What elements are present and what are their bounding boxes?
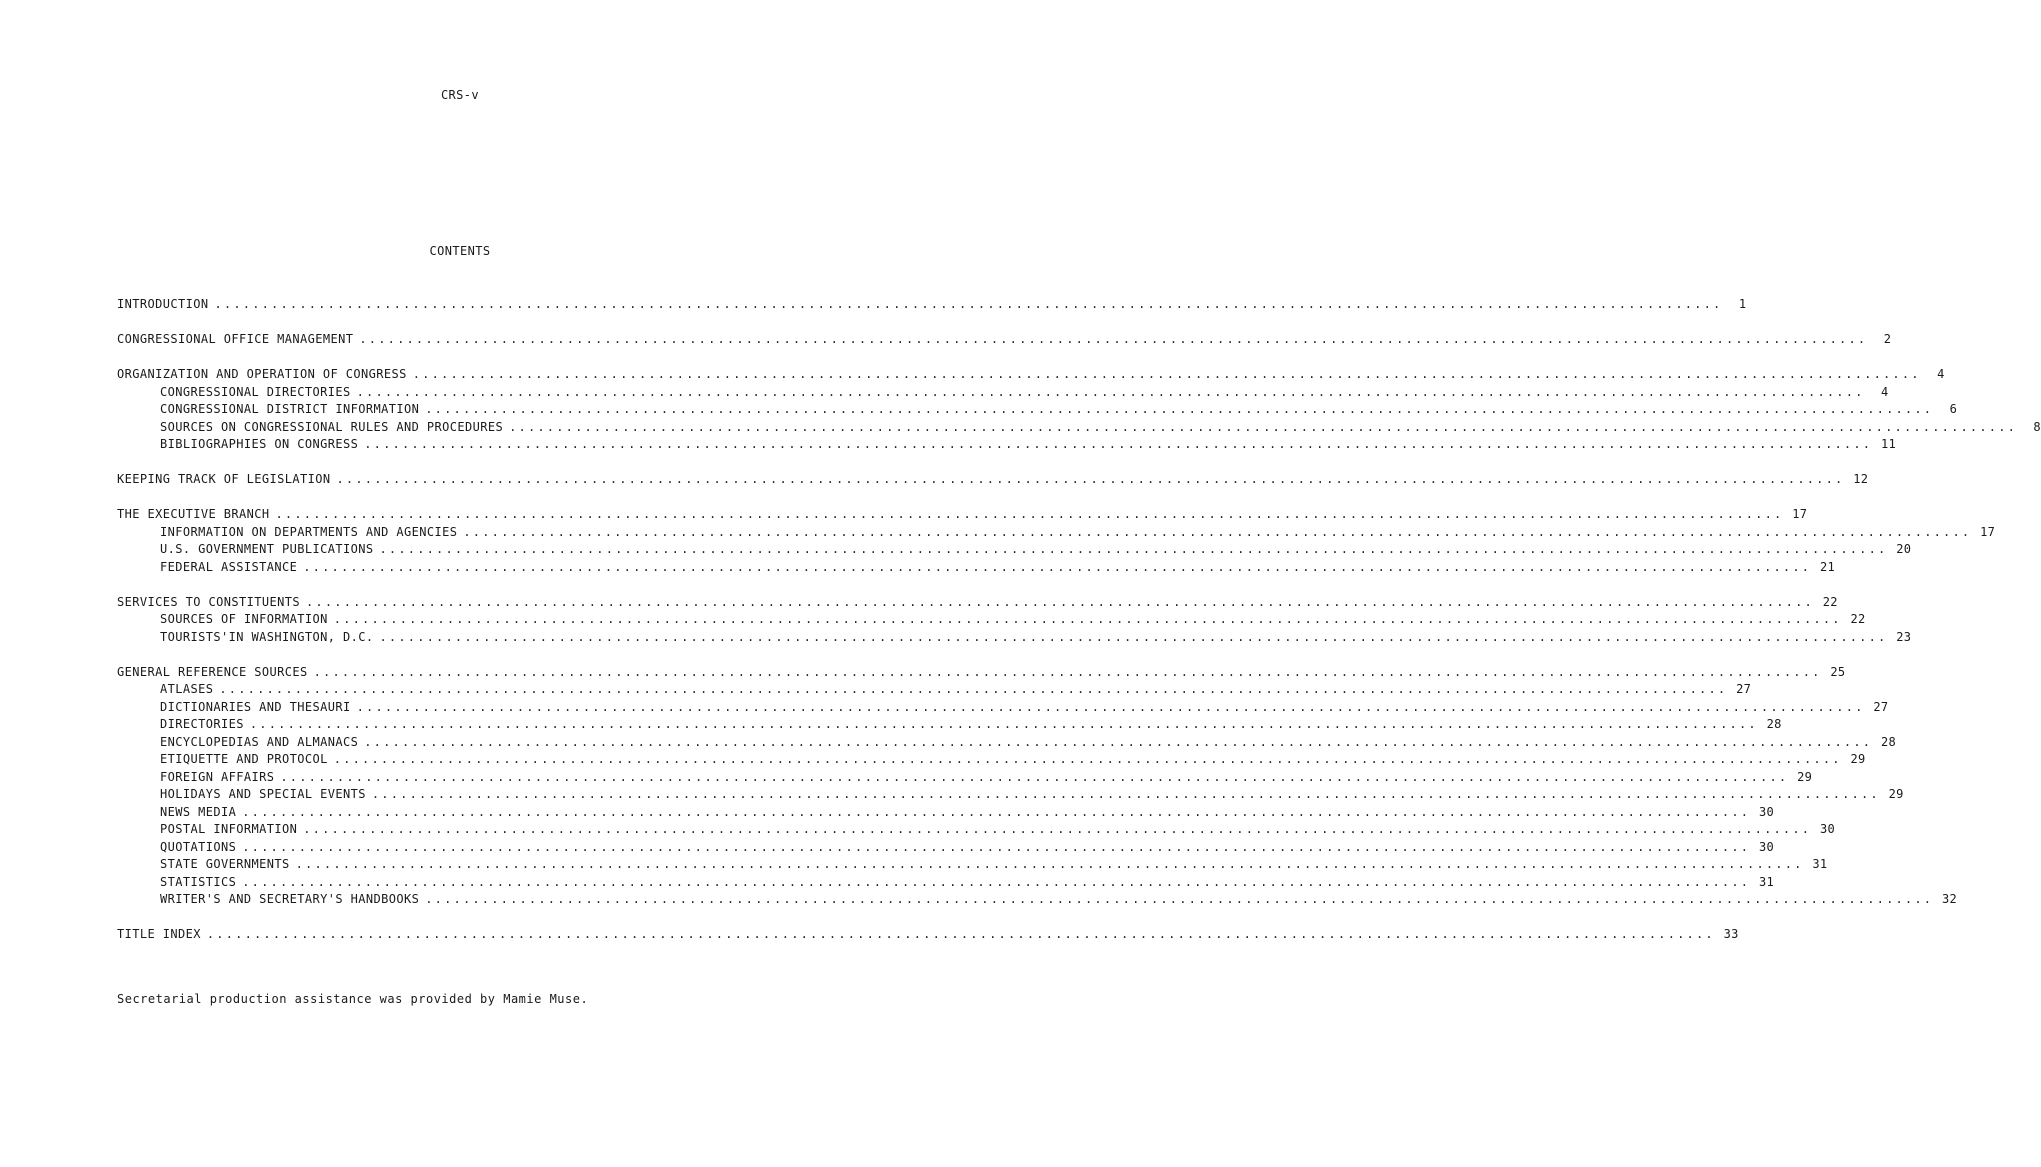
toc-section (117, 366, 2041, 454)
toc-subentry (117, 419, 2041, 437)
toc-section (117, 926, 1739, 944)
toc-subentry (117, 891, 1958, 909)
toc-subentry (117, 804, 1775, 822)
toc-subentry (117, 716, 1782, 734)
dot-leader: ................................................................................................................................................................ (333, 752, 1842, 766)
toc-subentry (117, 874, 1775, 892)
production-credit: Secretarial production assistance was provided by Mamie Muse. (117, 992, 589, 1006)
dot-leader: ................................................................................................................................................................ (249, 717, 1758, 731)
dot-leader: ................................................................................................................................................................ (356, 699, 1865, 714)
toc-subentry (117, 734, 1897, 752)
toc-section (117, 594, 1912, 647)
dot-leader: ................................................................................................................................................................ (509, 419, 2018, 434)
dot-leader: ................................................................................................................................................................ (214, 297, 1723, 311)
toc-page-number: 27 (1873, 699, 1889, 714)
dot-leader: ................................................................................................................................................................ (242, 804, 1751, 819)
toc-page-number: 17 (1792, 507, 1808, 521)
toc-subentry (117, 541, 1912, 559)
toc-entry-label: THE EXECUTIVE BRANCH (117, 507, 270, 521)
toc-entry-label: FEDERAL ASSISTANCE (160, 559, 298, 574)
toc-page-number: 29 (1797, 769, 1813, 784)
toc-entry (117, 664, 1846, 682)
toc-title: CONTENTS (429, 244, 491, 258)
dot-leader: ................................................................................................................................................................ (242, 874, 1751, 889)
dot-leader: ................................................................................................................................................................ (306, 594, 1814, 609)
toc-page-number: 28 (1766, 717, 1782, 731)
toc-section (117, 664, 1958, 909)
dot-leader: ................................................................................................................................................................ (303, 822, 1812, 836)
toc-entry (117, 506, 1808, 524)
toc-entry-label: KEEPING TRACK OF LEGISLATION (117, 472, 331, 486)
dot-leader: ................................................................................................................................................................ (303, 559, 1812, 574)
toc-entry-label: INFORMATION ON DEPARTMENTS AND AGENCIES (160, 524, 458, 539)
toc-page-number: 25 (1830, 664, 1846, 679)
toc-page-number: 32 (1941, 892, 1958, 906)
toc-subentry (117, 401, 1958, 419)
toc-subentry (117, 839, 1775, 857)
toc-entry-label: ENCYCLOPEDIAS AND ALMANACS (160, 734, 359, 749)
dot-leader: ................................................................................................................................................................ (280, 769, 1789, 784)
toc-subentry (117, 629, 1912, 647)
toc-entry-label: CONGRESSIONAL DISTRICT INFORMATION (160, 402, 420, 416)
dot-leader: ................................................................................................................................................................ (364, 437, 1873, 451)
toc-subentry (117, 769, 1813, 787)
dot-leader: ................................................................................................................................................................ (412, 367, 1921, 381)
toc-entry-label: HOLIDAYS AND SPECIAL EVENTS (160, 787, 366, 801)
toc-subentry (117, 681, 1752, 699)
toc-page-number: 22 (1822, 594, 1838, 609)
toc-page-number: 29 (1850, 752, 1866, 766)
toc-subentry (117, 856, 1828, 874)
toc-page-number: 30 (1819, 822, 1836, 836)
toc-entry-label: CONGRESSIONAL DIRECTORIES (160, 384, 351, 399)
toc-section (117, 471, 1869, 489)
dot-leader: ................................................................................................................................................................ (463, 524, 1972, 539)
page-header: CRS-v (440, 88, 480, 102)
toc-entry (117, 471, 1869, 489)
toc-subentry (117, 751, 1866, 769)
toc-entry-label: STATE GOVERNMENTS (160, 857, 290, 871)
toc-subentry (117, 699, 1889, 717)
toc-entry-label: ETIQUETTE AND PROTOCOL (160, 752, 328, 766)
toc-entry-label: INTRODUCTION (117, 297, 209, 311)
toc-page-number: 1 (1738, 297, 1747, 311)
toc-entry (117, 366, 1945, 384)
toc-subentry (117, 786, 1904, 804)
toc-entry-label: BIBLIOGRAPHIES ON CONGRESS (160, 437, 359, 451)
toc-entry-label: POSTAL INFORMATION (160, 822, 298, 836)
dot-leader: ................................................................................................................................................................ (364, 734, 1873, 749)
toc-entry-label: TITLE INDEX (117, 927, 201, 941)
toc-entry-label: GENERAL REFERENCE SOURCES (117, 664, 308, 679)
toc-entry (117, 926, 1739, 944)
toc-entry-label: NEWS MEDIA (160, 804, 237, 819)
toc-entry-label: QUOTATIONS (160, 839, 237, 854)
dot-leader: ................................................................................................................................................................ (295, 857, 1804, 871)
toc-page-number: 8 (2033, 419, 2041, 434)
toc-page-number: 23 (1896, 629, 1912, 644)
toc-entry-label: WRITER'S AND SECRETARY'S HANDBOOKS (160, 892, 420, 906)
dot-leader: ................................................................................................................................................................ (206, 927, 1715, 941)
toc-subentry (117, 384, 1889, 402)
toc-entry (117, 331, 1892, 349)
dot-leader: ................................................................................................................................................................ (333, 612, 1842, 626)
dot-leader: ................................................................................................................................................................ (425, 402, 1934, 416)
dot-leader: ................................................................................................................................................................ (313, 664, 1822, 679)
dot-leader: ................................................................................................................................................................ (379, 542, 1888, 556)
toc-subentry (117, 821, 1836, 839)
toc-entry-label: SOURCES ON CONGRESSIONAL RULES AND PROCEDURES (160, 419, 504, 434)
toc-subentry (117, 611, 1866, 629)
toc-entry-label: TOURISTS'IN WASHINGTON, D.C. (160, 629, 374, 644)
dot-leader: ................................................................................................................................................................ (275, 507, 1784, 521)
toc-entry-label: U.S. GOVERNMENT PUBLICATIONS (160, 542, 374, 556)
toc-page-number: 6 (1949, 402, 1958, 416)
toc-section (117, 296, 1747, 314)
toc-entry-label: SERVICES TO CONSTITUENTS (117, 594, 300, 609)
toc-section (117, 506, 1996, 576)
dot-leader: ................................................................................................................................................................ (425, 892, 1934, 906)
toc-page-number: 20 (1896, 542, 1912, 556)
toc-entry-label: CONGRESSIONAL OFFICE MANAGEMENT (117, 332, 354, 346)
toc-page-number: 4 (1880, 384, 1889, 399)
toc-page-number: 31 (1812, 857, 1828, 871)
toc-entry-label: DIRECTORIES (160, 717, 244, 731)
toc-page-number: 30 (1758, 804, 1775, 819)
toc-entry-label: STATISTICS (160, 874, 237, 889)
toc-entry (117, 594, 1838, 612)
toc-subentry (117, 559, 1836, 577)
toc-page-number: 21 (1819, 559, 1836, 574)
toc-page-number: 22 (1850, 612, 1866, 626)
toc-page-number: 4 (1937, 367, 1945, 381)
toc-page-number: 12 (1853, 472, 1869, 486)
table-of-contents (117, 296, 2041, 961)
toc-page-number: 27 (1736, 682, 1752, 696)
toc-page-number: 31 (1758, 874, 1775, 889)
dot-leader: ................................................................................................................................................................ (379, 629, 1888, 644)
toc-page-number: 2 (1883, 332, 1892, 346)
toc-page-number: 11 (1880, 437, 1897, 451)
toc-page-number: 17 (1980, 524, 1996, 539)
toc-subentry (117, 436, 1897, 454)
toc-page-number: 29 (1888, 787, 1904, 801)
toc-entry-label: FOREIGN AFFAIRS (160, 769, 275, 784)
dot-leader: ................................................................................................................................................................ (242, 839, 1751, 854)
toc-entry-label: SOURCES OF INFORMATION (160, 612, 328, 626)
toc-section (117, 331, 1892, 349)
toc-page-number: 30 (1758, 839, 1775, 854)
toc-subentry (117, 524, 1996, 542)
toc-entry-label: ORGANIZATION AND OPERATION OF CONGRESS (117, 367, 407, 381)
toc-page-number: 33 (1723, 927, 1739, 941)
toc-entry-label: DICTIONARIES AND THESAURI (160, 699, 351, 714)
dot-leader: ................................................................................................................................................................ (359, 332, 1868, 346)
toc-entry (117, 296, 1747, 314)
toc-entry-label: ATLASES (160, 682, 214, 696)
dot-leader: ................................................................................................................................................................ (356, 384, 1865, 399)
dot-leader: ................................................................................................................................................................ (219, 682, 1728, 696)
dot-leader: ................................................................................................................................................................ (371, 787, 1880, 801)
dot-leader: ................................................................................................................................................................ (336, 472, 1845, 486)
toc-page-number: 28 (1880, 734, 1897, 749)
